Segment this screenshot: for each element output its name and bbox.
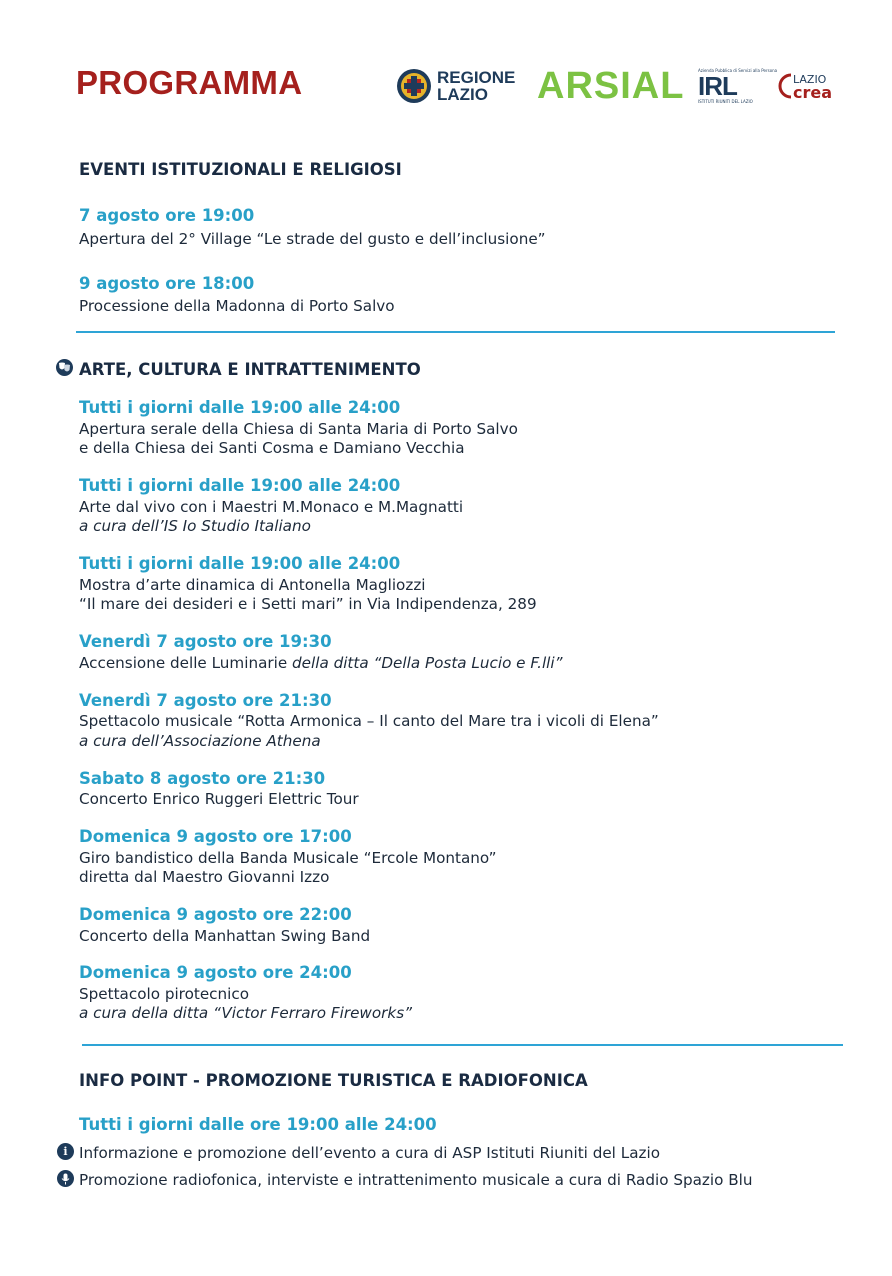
event-date: Tutti i giorni dalle 19:00 alle 24:00 (79, 554, 401, 573)
event-description: e della Chiesa dei Santi Cosma e Damiano Vecchia (79, 439, 465, 457)
regione-logo-line1: REGIONE (437, 68, 516, 87)
event-curator: a cura dell’Associazione Athena (79, 732, 321, 750)
event-description: Apertura serale della Chiesa di Santa Maria di Porto Salvo (79, 420, 518, 438)
event-date: Tutti i giorni dalle 19:00 alle 24:00 (79, 476, 401, 495)
info-icon: i (57, 1143, 74, 1160)
event-description: diretta dal Maestro Giovanni Izzo (79, 868, 330, 886)
event-curator: a cura della ditta “Victor Ferraro Fireworks” (79, 1004, 412, 1022)
event-curator: a cura dell’IS Io Studio Italiano (79, 517, 311, 535)
theater-masks-icon (56, 359, 73, 376)
event-description: Accensione delle Luminarie della ditta “Della Posta Lucio e F.lli” (79, 654, 563, 672)
event-description: Concerto della Manhattan Swing Band (79, 927, 371, 945)
section-divider (76, 331, 835, 333)
event-description: Giro bandistico della Banda Musicale “Ercole Montano” (79, 849, 497, 867)
irl-logo-text: IRL (698, 71, 737, 101)
event-description: Spettacolo musicale “Rotta Armonica – Il canto del Mare tra i vicoli di Elena” (79, 712, 659, 730)
event-description: “Il mare dei desideri e i Setti mari” in Via Indipendenza, 289 (79, 595, 537, 613)
event-description: Spettacolo pirotecnico (79, 985, 250, 1003)
section-divider (82, 1044, 843, 1046)
event-description: Arte dal vivo con i Maestri M.Monaco e M.Magnatti (79, 498, 464, 516)
sponsor-logos (396, 64, 842, 108)
event-date: Tutti i giorni dalle 19:00 alle 24:00 (79, 398, 401, 417)
event-date: 7 agosto ore 19:00 (79, 206, 255, 225)
event-date: Domenica 9 agosto ore 22:00 (79, 905, 352, 924)
event-date: Venerdì 7 agosto ore 21:30 (79, 691, 332, 710)
irl-logo-bottom: ISTITUTI RIUNITI DEL LAZIO (698, 99, 753, 104)
laziocrea-logo-top: LAZIO (793, 73, 827, 86)
event-date: Venerdì 7 agosto ore 19:30 (79, 632, 332, 651)
section-heading-institutional: EVENTI ISTITUZIONALI E RELIGIOSI (79, 160, 402, 179)
event-description: Processione della Madonna di Porto Salvo (79, 297, 395, 315)
microphone-icon (57, 1170, 74, 1187)
event-date: 9 agosto ore 18:00 (79, 274, 255, 293)
arsial-logo-text: ARSIAL (537, 65, 685, 107)
info-item: Informazione e promozione dell’evento a cura di ASP Istituti Riuniti del Lazio (79, 1144, 660, 1162)
laziocrea-c-icon (778, 72, 792, 100)
event-date: Tutti i giorni dalle ore 19:00 alle 24:00 (79, 1115, 437, 1134)
arsial-logo (537, 64, 685, 108)
regione-logo-line2: LAZIO (437, 85, 488, 104)
event-description: Apertura del 2° Village “Le strade del gusto e dell’inclusione” (79, 230, 546, 248)
irl-logo-top: Azienda Pubblica di Servizi alla Persona (698, 68, 778, 73)
regione-lazio-emblem-icon (396, 68, 432, 104)
regione-lazio-logo (396, 64, 518, 108)
info-item: Promozione radiofonica, interviste e intrattenimento musicale a cura di Radio Spazio Blu (79, 1171, 753, 1189)
irl-logo (698, 64, 778, 108)
event-date: Domenica 9 agosto ore 17:00 (79, 827, 352, 846)
page-title: PROGRAMMA (76, 64, 303, 101)
event-date: Domenica 9 agosto ore 24:00 (79, 963, 352, 982)
event-description: Concerto Enrico Ruggeri Elettric Tour (79, 790, 359, 808)
laziocrea-logo-bottom: crea (793, 83, 833, 102)
section-heading-culture: ARTE, CULTURA E INTRATTENIMENTO (79, 360, 421, 379)
event-description: Mostra d’arte dinamica di Antonella Magliozzi (79, 576, 426, 594)
laziocrea-logo (778, 64, 838, 108)
section-heading-info-point: INFO POINT - PROMOZIONE TURISTICA E RADIOFONICA (79, 1071, 588, 1090)
event-date: Sabato 8 agosto ore 21:30 (79, 769, 326, 788)
